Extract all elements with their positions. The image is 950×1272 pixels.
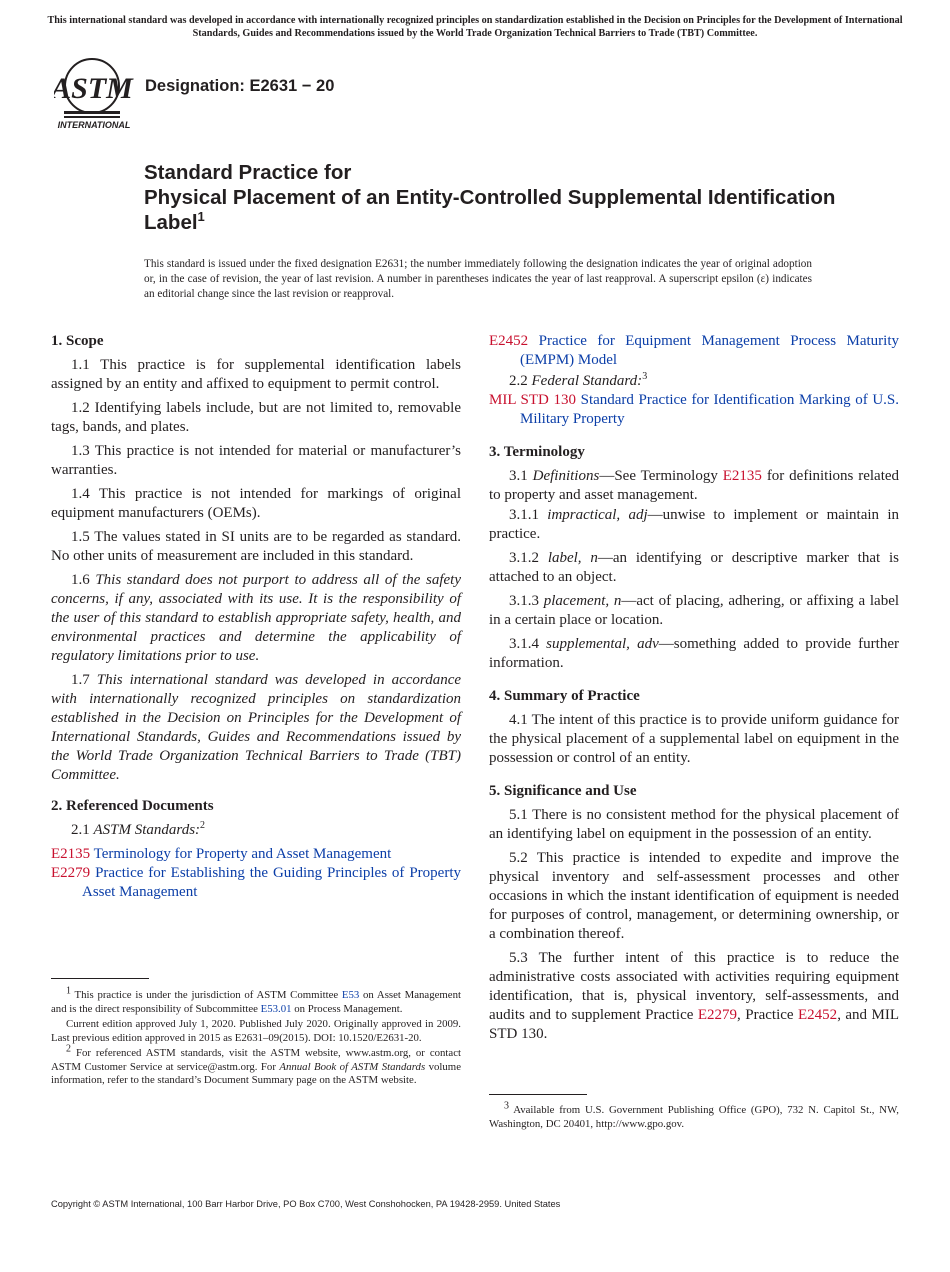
- paragraph-text: This international standard was developed in accordance with internationally recognized principles on standardization established in the Decision on Principles for the Development of International Standards, Guides and Recommendations issued by the World Trade Organization Technical Barriers to Trade (TBT) Committee.: [51, 672, 462, 783]
- definition-term: placement, n: [543, 593, 622, 609]
- footnote-2: [51, 1043, 461, 1088]
- reference-code[interactable]: E2135: [51, 846, 91, 862]
- definition-text: —act of placing, adhering, or affixing a label in a certain place or location.: [489, 593, 900, 628]
- section-heading-summary: 4. Summary of Practice: [489, 688, 640, 704]
- astm-logo-icon: [54, 56, 134, 132]
- definition-number: 3.1.2: [509, 550, 539, 566]
- footnote-1-approval: Current edition approved July 1, 2020. Published July 2020. Originally approved in 2009. Last previous edition approved in 2015 as E2631–09(2015). DOI: 10.1520/E2631-20.: [51, 1018, 461, 1044]
- definition-3-1-1: [489, 506, 899, 544]
- footnote-mark-2[interactable]: 2: [200, 820, 206, 831]
- definition-number: 3.1.3: [509, 593, 539, 609]
- section-heading-referenced-documents: 2. Referenced Documents: [51, 798, 214, 814]
- paragraph-text: , and MIL STD 130.: [489, 1007, 899, 1042]
- reference-title[interactable]: Terminology for Property and Asset Management: [93, 846, 392, 862]
- logo-word: INTERNATIONAL: [57, 120, 131, 130]
- reference-mil-std-130[interactable]: [489, 391, 899, 429]
- reference-e2279[interactable]: [51, 864, 461, 902]
- paragraph-text: 5.3 The further intent of this practice is to reduce the administrative costs associated with activities requiring equipment identification, that is, physical inventory, self-assessments, and audits and to supplement Practice: [489, 950, 899, 1023]
- reference-code[interactable]: MIL STD 130: [489, 392, 576, 408]
- footnotes-left: [51, 985, 461, 1090]
- terminology-link-e2135[interactable]: E2135: [722, 468, 762, 484]
- standard-notice: This international standard was developed in accordance with internationally recognized principles on standardization established in the Decision on Principles for the Development of International Standards, Guides and Recommendations issued by the World Trade Organization Technical Barriers to Trade (TBT) Committee.: [47, 15, 903, 39]
- footnote-text: This practice is under the jurisdiction of ASTM Committee: [74, 989, 339, 1001]
- footnote-text: Available from U.S. Government Publishing Office (GPO), 732 N. Capitol St., NW, Washington, DC 20401, http://www.gpo.gov.: [489, 1104, 899, 1130]
- definition-text: —See Terminology: [599, 468, 718, 484]
- paragraph-5-3: [489, 949, 899, 1044]
- definition-text: for definitions related to property and asset management.: [489, 468, 900, 503]
- section-heading-scope: 1. Scope: [51, 333, 104, 349]
- footnote-text: on Process Management.: [294, 1002, 403, 1015]
- paragraph-number: 1.6: [71, 572, 90, 588]
- paragraph-4-1: 4.1 The intent of this practice is to provide uniform guidance for the physical placement of a supplemental label on equipment in the possession or control of an entity.: [489, 712, 899, 766]
- reference-e2135[interactable]: [51, 845, 461, 864]
- section-heading-terminology: 3. Terminology: [489, 444, 585, 460]
- definition-3-1-2: [489, 549, 899, 587]
- copyright-notice: Copyright © ASTM International, 100 Barr Harbor Drive, PO Box C700, West Conshohocken, PA 19428-2959. United States: [51, 1199, 561, 1209]
- left-column: [51, 332, 461, 902]
- paragraph-5-2: 5.2 This practice is intended to expedite and improve the physical inventory and self-assessment processes and other occasions in which the instant identification of equipment is needed for purposes of control, management, or determining ownership, or a combination thereof.: [489, 850, 899, 942]
- definition-3-1: [489, 467, 899, 505]
- definition-number: 3.1.4: [509, 636, 539, 652]
- title-line-1: Standard Practice for: [144, 161, 352, 184]
- paragraph-1-2: 1.2 Identifying labels include, but are not limited to, removable tags, bands, and plates.: [51, 400, 461, 435]
- practice-link-e2279[interactable]: E2279: [697, 1007, 738, 1023]
- reference-title[interactable]: Standard Practice for Identification Marking of U.S. Military Property: [520, 392, 899, 427]
- footnote-mark-3[interactable]: 3: [642, 371, 648, 382]
- footnote-1: [51, 985, 461, 1016]
- paragraph-1-1: 1.1 This practice is for supplemental identification labels assigned by an entity and affixed to equipment to permit control.: [51, 357, 461, 392]
- document-title: [144, 160, 864, 235]
- subsection-number: 2.2: [509, 373, 528, 389]
- astm-international-logo: [54, 56, 134, 132]
- footnote-rule-right: [489, 1094, 587, 1095]
- definition-term: impractical, adj: [547, 507, 648, 523]
- footnote-3: [489, 1100, 899, 1131]
- paragraph-1-3: 1.3 This practice is not intended for material or manufacturer’s warranties.: [51, 443, 461, 478]
- definition-3-1-3: [489, 592, 899, 630]
- paragraph-1-4: 1.4 This practice is not intended for markings of original equipment manufacturers (OEMs).: [51, 486, 461, 521]
- logo-mark-text: ASTM: [54, 72, 133, 105]
- title-footnote-mark[interactable]: 1: [197, 209, 205, 224]
- title-line-2: [144, 185, 864, 235]
- paragraph-1-5: 1.5 The values stated in SI units are to be regarded as standard. No other units of measurement are included in this standard.: [51, 529, 461, 564]
- footnote-text: on Asset Management and is the direct responsibility of Subcommittee: [51, 989, 461, 1015]
- definition-term: Definitions: [532, 468, 600, 484]
- definition-text: —an identifying or descriptive marker that is attached to an object.: [489, 550, 899, 585]
- footnote-number: 2: [66, 1043, 71, 1055]
- definition-3-1-4: [489, 635, 899, 673]
- definition-number: 3.1: [509, 468, 528, 484]
- footnote-italic: Annual Book of ASTM Standards: [279, 1060, 426, 1073]
- footnote-number: 1: [66, 985, 71, 997]
- definition-term: supplemental, adv: [546, 636, 659, 652]
- footnote-rule-left: [51, 978, 149, 979]
- reference-e2452[interactable]: [489, 332, 899, 370]
- title-main: Physical Placement of an Entity-Controlled Supplemental Identification Label: [144, 186, 836, 234]
- paragraph-5-1: 5.1 There is no consistent method for the physical placement of an identifying label on equipment in the possession of an entity.: [489, 807, 899, 842]
- paragraph-1-7: [51, 671, 461, 785]
- definition-text: —unwise to implement or maintain in practice.: [489, 507, 899, 542]
- paragraph-text: This standard does not purport to address all of the safety concerns, if any, associated with its use. It is the responsibility of the user of this standard to establish appropriate safety, health, and environmental practices and determine the applicability of regulatory limitations prior to use.: [51, 572, 462, 664]
- reference-code[interactable]: E2279: [51, 865, 91, 881]
- practice-link-e2452[interactable]: E2452: [798, 1007, 838, 1023]
- subsection-label: Federal Standard:: [531, 373, 643, 389]
- right-column: [489, 332, 899, 1049]
- committee-link-e53[interactable]: E53: [341, 989, 360, 1001]
- footnote-text: For referenced ASTM standards, visit the ASTM website, www.astm.org, or contact ASTM Customer Service at service@astm.org. For: [51, 1047, 461, 1073]
- subsection-number: 2.1: [71, 822, 90, 838]
- subcommittee-link-e53-01[interactable]: E53.01: [260, 1002, 292, 1015]
- subsection-label: ASTM Standards:: [93, 822, 201, 838]
- section-heading-significance: 5. Significance and Use: [489, 783, 637, 799]
- subsection-2-2: [489, 372, 899, 391]
- paragraph-number: 1.7: [71, 672, 90, 688]
- paragraph-1-6: [51, 571, 461, 666]
- footnote-number: 3: [504, 1100, 509, 1112]
- subsection-2-1: [51, 821, 461, 840]
- definition-term: label, n: [547, 550, 598, 566]
- designation: Designation: E2631 − 20: [145, 77, 335, 95]
- definition-text: —something added to provide further information.: [489, 636, 899, 671]
- footnotes-right: [489, 1100, 899, 1133]
- reference-title[interactable]: Practice for Establishing the Guiding Principles of Property Asset Management: [82, 865, 461, 900]
- reference-title[interactable]: Practice for Equipment Management Process Maturity (EMPM) Model: [520, 333, 899, 368]
- footnote-text: volume information, refer to the standard’s Document Summary page on the ASTM website.: [51, 1060, 461, 1086]
- issue-statement: This standard is issued under the fixed designation E2631; the number immediately following the designation indicates the year of original adoption or, in the case of revision, the year of last revision. A number in parentheses indicates the year of last reapproval. A superscript epsilon (ε) indicates an editorial change since the last revision or reapproval.: [144, 258, 812, 300]
- definition-number: 3.1.1: [509, 507, 539, 523]
- reference-code[interactable]: E2452: [489, 333, 529, 349]
- paragraph-text: , Practice: [737, 1007, 794, 1023]
